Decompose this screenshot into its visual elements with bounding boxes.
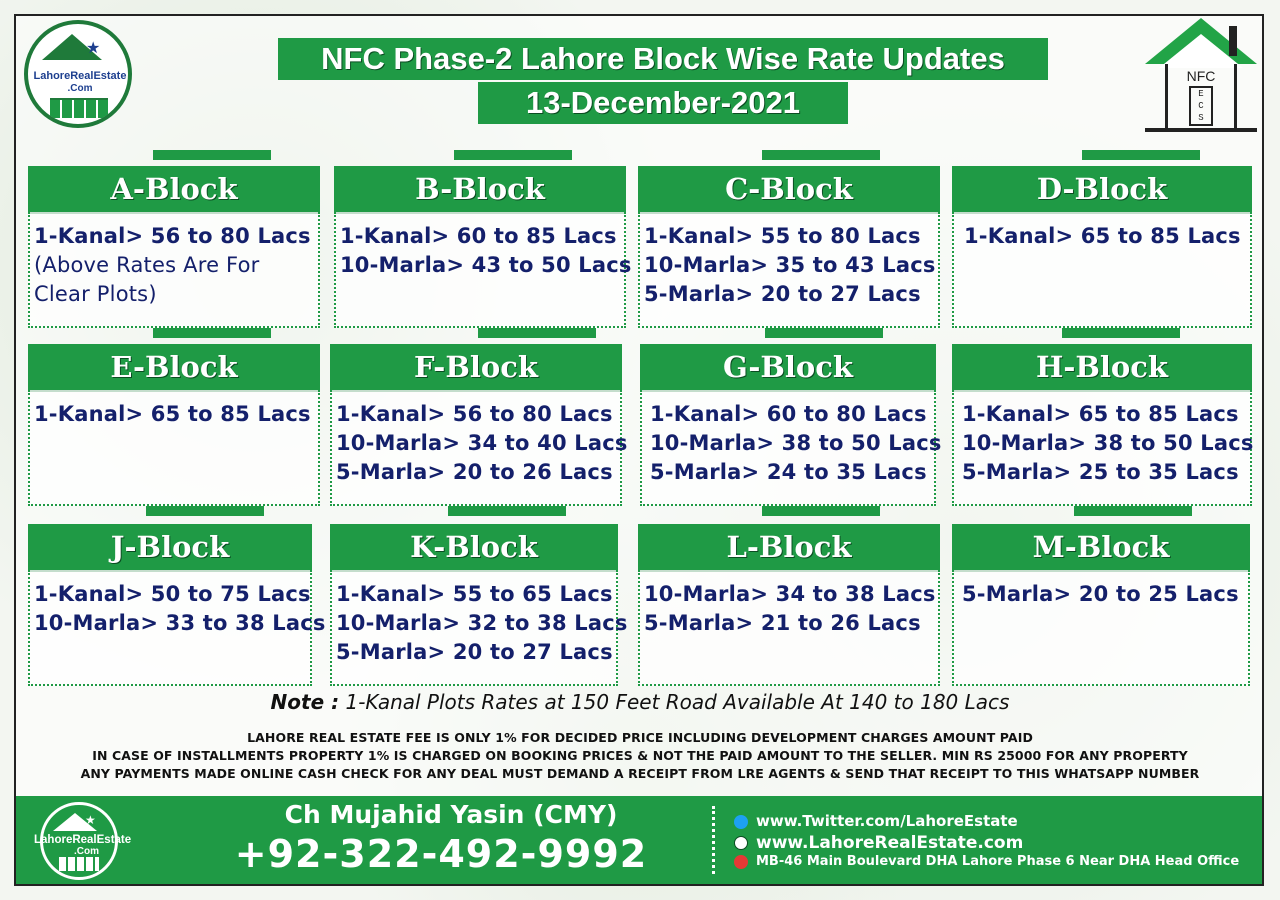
rate-line: 10-Marla> 33 to 38 Lacs [34, 611, 326, 635]
twitter-url[interactable]: www.Twitter.com/LahoreEstate [756, 812, 1018, 830]
nfc-logo [1145, 18, 1257, 134]
fee-line: ANY PAYMENTS MADE ONLINE CASH CHECK FOR ANY DEAL MUST DEMAND A RECEIPT FROM LRE AGENTS & SEND THAT RECEIPT TO THIS WHATSAPP NUMBER [80, 766, 1200, 781]
rate-line: 1-Kanal> 65 to 85 Lacs [964, 224, 1241, 248]
rate-line: 5-Marla> 20 to 25 Lacs [962, 582, 1239, 606]
rate-line: 1-Kanal> 60 to 85 Lacs [340, 224, 617, 248]
star-icon: ★ [85, 813, 96, 827]
rate-line: 10-Marla> 43 to 50 Lacs [340, 253, 632, 277]
footer-logo-com: .Com [74, 846, 99, 857]
rate-line: 5-Marla> 20 to 27 Lacs [644, 282, 921, 306]
block-remark: (Above Rates Are For [34, 253, 260, 277]
block-remark: Clear Plots) [34, 282, 157, 306]
rate-line: 1-Kanal> 50 to 75 Lacs [34, 582, 311, 606]
chimney-icon [1229, 26, 1237, 56]
rate-line: 1-Kanal> 56 to 80 Lacs [34, 224, 311, 248]
block-title: K-Block [410, 530, 538, 564]
block-title: A-Block [110, 172, 238, 206]
block-title: C-Block [725, 172, 853, 206]
website-link[interactable] [734, 833, 1023, 853]
page-title: NFC Phase-2 Lahore Block Wise Rate Updates [321, 41, 1005, 76]
rate-line: 10-Marla> 38 to 50 Lacs [650, 431, 942, 455]
rate-line: 1-Kanal> 60 to 80 Lacs [650, 402, 927, 426]
rate-line: 1-Kanal> 65 to 85 Lacs [962, 402, 1239, 426]
fee-line: IN CASE OF INSTALLMENTS PROPERTY 1% IS CHARGED ON BOOKING PRICES & NOT THE PAID AMOUNT TO THE SELLER. MIN RS 25000 FOR ANY PROPERTY [92, 748, 1188, 763]
rate-line: 5-Marla> 25 to 35 Lacs [962, 460, 1239, 484]
nfc-logo-text: NFC [1186, 68, 1216, 84]
building-grid-icon [59, 857, 99, 871]
twitter-icon [734, 815, 748, 829]
rate-line: 10-Marla> 38 to 50 Lacs [962, 431, 1254, 455]
rate-line: 10-Marla> 34 to 38 Lacs [644, 582, 936, 606]
star-icon: ★ [86, 38, 101, 57]
contact-phone[interactable]: +92-322-492-9992 [234, 832, 648, 876]
road-rate-note [0, 690, 1280, 714]
footer-logo-name: LahoreRealEstate [34, 834, 132, 846]
rate-line: 5-Marla> 24 to 35 Lacs [650, 460, 927, 484]
lahore-real-estate-logo [24, 20, 132, 128]
rate-line: 10-Marla> 32 to 38 Lacs [336, 611, 628, 635]
block-title: E-Block [110, 350, 238, 384]
rate-line: 1-Kanal> 65 to 85 Lacs [34, 402, 311, 426]
block-title: L-Block [726, 530, 852, 564]
fee-line: LAHORE REAL ESTATE FEE IS ONLY 1% FOR DECIDED PRICE INCLUDING DEVELOPMENT CHARGES AMOUNT PAID [247, 730, 1033, 745]
footer-divider [712, 806, 718, 874]
block-title: F-Block [414, 350, 538, 384]
rate-line: 1-Kanal> 55 to 65 Lacs [336, 582, 613, 606]
website-url[interactable]: www.LahoreRealEstate.com [756, 833, 1024, 853]
page-date: 13-December-2021 [525, 85, 800, 120]
logo-com: .Com [67, 83, 93, 94]
rate-line: 1-Kanal> 55 to 80 Lacs [644, 224, 921, 248]
address-text: MB-46 Main Boulevard DHA Lahore Phase 6 Near DHA Head Office [756, 854, 1240, 869]
rate-line: 5-Marla> 20 to 26 Lacs [336, 460, 613, 484]
contact-person: Ch Mujahid Yasin (CMY) [284, 800, 618, 829]
address-line [734, 854, 1239, 869]
rate-line: 1-Kanal> 56 to 80 Lacs [336, 402, 613, 426]
rate-line: 5-Marla> 20 to 27 Lacs [336, 640, 613, 664]
nfc-monogram-icon: E C S [1189, 86, 1213, 126]
location-pin-icon [731, 852, 751, 872]
twitter-link[interactable] [734, 812, 1018, 830]
block-title: G-Block [723, 350, 853, 384]
note-label: Note : [270, 690, 340, 714]
block-title: D-Block [1036, 172, 1168, 206]
rate-line: 10-Marla> 35 to 43 Lacs [644, 253, 936, 277]
contact-footer [16, 796, 1262, 884]
logo-name: LahoreRealEstate [33, 70, 127, 82]
block-title: H-Block [1035, 350, 1169, 384]
rate-line: 5-Marla> 21 to 26 Lacs [644, 611, 921, 635]
note-text: 1-Kanal Plots Rates at 150 Feet Road Available At 140 to 180 Lacs [345, 690, 1010, 714]
rate-line: 10-Marla> 34 to 40 Lacs [336, 431, 628, 455]
block-title: M-Block [1032, 530, 1170, 564]
globe-icon [734, 836, 748, 850]
block-title: B-Block [415, 172, 545, 206]
block-title: J-Block [110, 530, 230, 564]
building-grid-icon [50, 98, 108, 118]
